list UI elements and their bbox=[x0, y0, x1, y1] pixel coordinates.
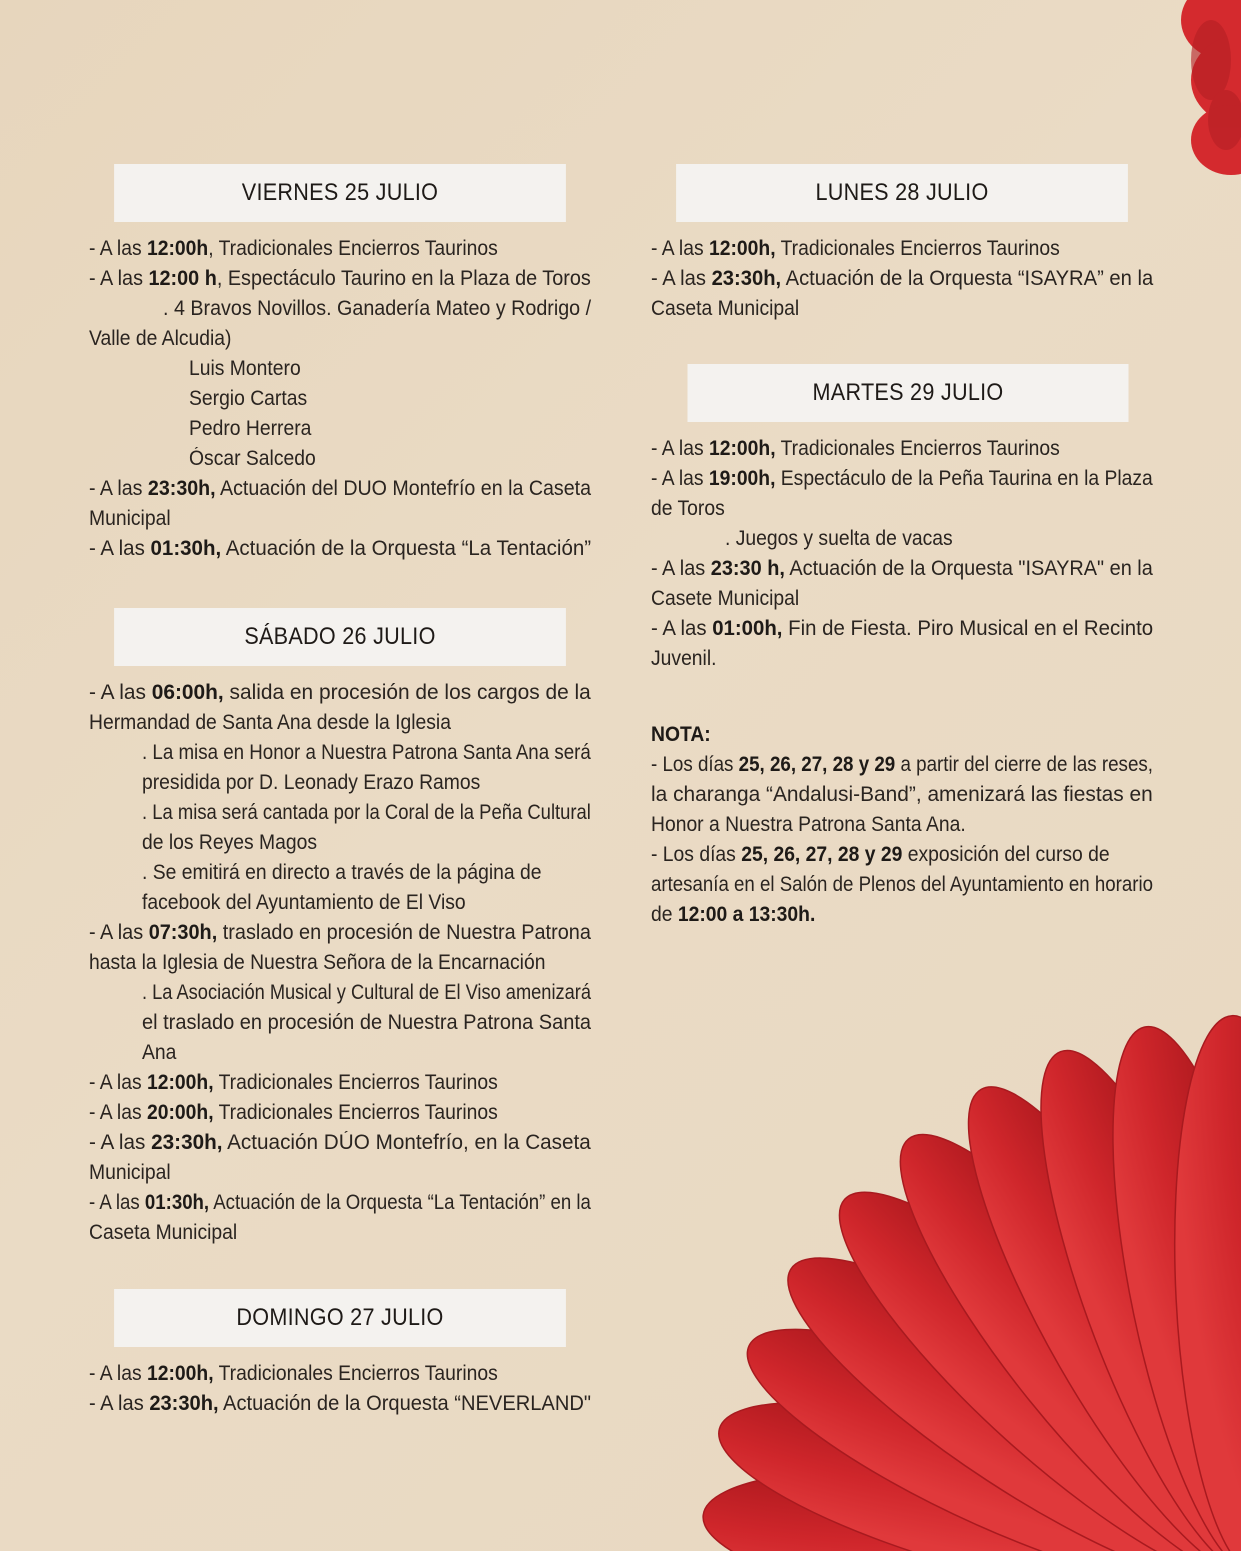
event-time: 12:00h, bbox=[708, 437, 776, 460]
event-line bbox=[89, 264, 591, 294]
event-detail-text: la charanga “Andalusi-Band”, amenizará las fiestas en bbox=[651, 783, 1153, 806]
event-detail-line bbox=[89, 444, 591, 474]
flower-petal bbox=[720, 1282, 1241, 1551]
event-detail-line bbox=[89, 294, 591, 324]
flower-petal bbox=[920, 1055, 1241, 1551]
schedule-left-column bbox=[89, 164, 591, 1419]
event-detail-line bbox=[89, 708, 591, 738]
event-time: 12:00 h bbox=[148, 267, 217, 290]
event-detail-line bbox=[651, 524, 1153, 554]
event-detail-line bbox=[651, 584, 1153, 614]
event-detail-text: Municipal bbox=[89, 1161, 171, 1184]
event-prefix: - A las bbox=[89, 1191, 145, 1214]
event-line bbox=[651, 434, 1153, 464]
event-detail-text: Valle de Alcudia) bbox=[89, 327, 232, 350]
event-description: Actuación de la Orquesta “La Tentación” bbox=[221, 537, 592, 560]
event-description: exposición del curso de bbox=[902, 843, 1110, 866]
event-detail-text: hasta la Iglesia de Nuestra Señora de la Encarnación bbox=[89, 951, 546, 974]
event-detail-line bbox=[89, 1038, 591, 1068]
event-prefix: - A las bbox=[89, 1071, 147, 1094]
event-line bbox=[89, 1098, 591, 1128]
event-time: 23:30h, bbox=[151, 1131, 223, 1154]
event-detail-text: . La misa será cantada por la Coral de la Peña Cultural bbox=[142, 801, 591, 824]
event-line bbox=[89, 1068, 591, 1098]
event-line bbox=[89, 534, 591, 564]
event-prefix: - A las bbox=[651, 467, 709, 490]
event-line bbox=[89, 1359, 591, 1389]
event-prefix: - A las bbox=[651, 237, 709, 260]
day-header: VIERNES 25 JULIO bbox=[114, 164, 566, 222]
flower-petal bbox=[753, 1210, 1241, 1551]
event-line bbox=[89, 474, 591, 504]
event-line bbox=[89, 1128, 591, 1158]
event-detail-text: . La misa en Honor a Nuestra Patrona Santa Ana será bbox=[142, 741, 591, 764]
event-detail-text: Sergio Cartas bbox=[189, 387, 308, 410]
event-detail-line bbox=[89, 354, 591, 384]
day-header: SÁBADO 26 JULIO bbox=[114, 608, 566, 666]
event-time: 06:00h, bbox=[151, 681, 224, 704]
event-detail-text: Pedro Herrera bbox=[189, 417, 312, 440]
day-header: MARTES 29 JULIO bbox=[688, 364, 1129, 422]
event-time: 23:30h, bbox=[147, 477, 216, 500]
event-detail-text: Luis Montero bbox=[189, 357, 301, 380]
event-detail-line bbox=[89, 1008, 591, 1038]
event-detail-line bbox=[89, 888, 591, 918]
event-time: 23:30h, bbox=[149, 1392, 219, 1415]
event-prefix: - A las bbox=[89, 267, 149, 290]
event-prefix: - A las bbox=[651, 267, 712, 290]
event-line bbox=[651, 750, 1153, 780]
event-detail-text: Caseta Municipal bbox=[89, 1221, 238, 1244]
event-detail-text: Hermandad de Santa Ana desde la Iglesia bbox=[89, 711, 451, 734]
event-list bbox=[651, 434, 1153, 674]
event-detail-text: . Se emitirá en directo a través de la página de bbox=[142, 861, 542, 884]
event-detail-line bbox=[89, 858, 591, 888]
flower-petal bbox=[798, 1147, 1241, 1551]
event-detail-line bbox=[89, 1158, 591, 1188]
event-description: Actuación del DUO Montefrío en la Caseta bbox=[215, 477, 592, 500]
event-line bbox=[89, 1389, 591, 1419]
event-time: 23:30h, bbox=[711, 267, 782, 290]
event-description: salida en procesión de los cargos de la bbox=[223, 681, 591, 704]
day-header: DOMINGO 27 JULIO bbox=[114, 1289, 566, 1347]
event-detail-line bbox=[89, 738, 591, 768]
event-detail-text: Caseta Municipal bbox=[651, 297, 800, 320]
event-description: Actuación DÚO Montefrío, en la Caseta bbox=[222, 1131, 591, 1154]
event-time: 19:00h, bbox=[708, 467, 776, 490]
event-detail-text: facebook del Ayuntamiento de El Viso bbox=[142, 891, 466, 914]
event-line bbox=[89, 918, 591, 948]
schedule-right-column bbox=[651, 164, 1153, 930]
event-detail-line bbox=[651, 294, 1153, 324]
event-description: a partir del cierre de las reses, bbox=[895, 753, 1153, 776]
event-detail-text: . Juegos y suelta de vacas bbox=[725, 527, 953, 550]
event-detail-line bbox=[89, 504, 591, 534]
event-detail-text: . La Asociación Musical y Cultural de El Viso amenizará bbox=[142, 981, 592, 1004]
event-detail-line bbox=[89, 768, 591, 798]
note-title-text: NOTA: bbox=[651, 723, 711, 746]
event-detail-line bbox=[651, 810, 1153, 840]
event-line bbox=[89, 1188, 591, 1218]
event-detail-text: Municipal bbox=[89, 507, 171, 530]
event-time: 23:30 h, bbox=[710, 557, 785, 580]
flower-petal bbox=[696, 1446, 1241, 1551]
event-prefix: - Los días bbox=[651, 843, 742, 866]
event-time: 07:30h, bbox=[148, 921, 218, 944]
event-detail-text: . 4 Bravos Novillos. Ganadería Mateo y Rodrigo / bbox=[163, 297, 592, 320]
event-line bbox=[651, 234, 1153, 264]
event-detail-text: de Toros bbox=[651, 497, 725, 520]
day-section bbox=[89, 1289, 591, 1419]
event-prefix: - A las bbox=[651, 617, 713, 640]
event-detail-line bbox=[89, 978, 591, 1008]
event-prefix: - A las bbox=[89, 537, 151, 560]
event-detail-line bbox=[89, 948, 591, 978]
event-line bbox=[89, 678, 591, 708]
event-description: Actuación de la Orquesta “La Tentación” en la bbox=[209, 1191, 591, 1214]
event-description: Tradicionales Encierros Taurinos bbox=[213, 1071, 498, 1094]
event-detail-text: Juvenil. bbox=[651, 647, 717, 670]
flower-petal bbox=[1162, 1012, 1241, 1551]
event-time: 12:00h, bbox=[708, 237, 776, 260]
event-prefix: - Los días bbox=[651, 753, 739, 776]
event-description: Espectáculo de la Peña Taurina en la Plaza bbox=[775, 467, 1153, 490]
event-prefix: - A las bbox=[89, 237, 147, 260]
day-section bbox=[89, 164, 591, 564]
flower-petal bbox=[1076, 1013, 1241, 1551]
day-section bbox=[651, 364, 1153, 674]
event-list bbox=[89, 234, 591, 564]
event-detail-line bbox=[651, 780, 1153, 810]
event-time: 25, 26, 27, 28 y 29 bbox=[741, 843, 903, 866]
event-detail-line bbox=[89, 384, 591, 414]
event-prefix: - A las bbox=[89, 681, 152, 704]
event-prefix: - A las bbox=[89, 921, 149, 944]
event-description: , Tradicionales Encierros Taurinos bbox=[208, 237, 498, 260]
event-description: Tradicionales Encierros Taurinos bbox=[213, 1362, 498, 1385]
event-time: 12:00h bbox=[146, 237, 209, 260]
event-detail-text: artesanía en el Salón de Plenos del Ayuntamiento en horario bbox=[651, 873, 1154, 896]
event-detail-line bbox=[89, 828, 591, 858]
flower-petal bbox=[701, 1361, 1241, 1551]
event-line bbox=[651, 464, 1153, 494]
flower-petal bbox=[697, 1505, 1241, 1551]
event-time: 25, 26, 27, 28 y 29 bbox=[738, 753, 896, 776]
event-description: traslado en procesión de Nuestra Patrona bbox=[217, 921, 591, 944]
day-section bbox=[651, 164, 1153, 324]
event-prefix: - A las bbox=[89, 477, 148, 500]
event-line bbox=[651, 264, 1153, 294]
event-detail-line bbox=[651, 494, 1153, 524]
event-line bbox=[651, 900, 1153, 930]
event-list bbox=[651, 234, 1153, 324]
event-detail-line bbox=[89, 414, 591, 444]
event-detail-line bbox=[651, 644, 1153, 674]
event-detail-text: presidida por D. Leonady Erazo Ramos bbox=[142, 771, 481, 794]
day-section bbox=[89, 608, 591, 1248]
event-description: Tradicionales Encierros Taurinos bbox=[775, 237, 1060, 260]
event-time: 12:00 a 13:30h. bbox=[677, 903, 816, 926]
event-detail-text: Óscar Salcedo bbox=[189, 447, 316, 470]
paper-flower-bottom-right bbox=[560, 975, 1241, 1551]
paper-flower-top-right bbox=[1131, 0, 1241, 190]
event-prefix: - A las bbox=[89, 1362, 147, 1385]
event-detail-line bbox=[89, 1218, 591, 1248]
event-line bbox=[651, 554, 1153, 584]
flower-petal bbox=[854, 1095, 1241, 1551]
event-time: 01:00h, bbox=[712, 617, 783, 640]
note-title bbox=[651, 720, 1153, 750]
event-detail-text: Ana bbox=[142, 1041, 177, 1064]
event-detail-text: Honor a Nuestra Patrona Santa Ana. bbox=[651, 813, 966, 836]
event-prefix: - A las bbox=[89, 1131, 152, 1154]
event-line bbox=[651, 840, 1153, 870]
event-list bbox=[89, 1359, 591, 1419]
event-prefix: - A las bbox=[89, 1392, 150, 1415]
event-time: 20:00h, bbox=[146, 1101, 214, 1124]
event-detail-text: Casete Municipal bbox=[651, 587, 800, 610]
event-description: Tradicionales Encierros Taurinos bbox=[213, 1101, 498, 1124]
day-header: LUNES 28 JULIO bbox=[676, 164, 1128, 222]
event-detail-line bbox=[89, 324, 591, 354]
note-section bbox=[651, 720, 1153, 930]
event-description: Fin de Fiesta. Piro Musical en el Recinto bbox=[782, 617, 1154, 640]
event-prefix: de bbox=[651, 903, 678, 926]
event-detail-text: de los Reyes Magos bbox=[142, 831, 318, 854]
flower-petal bbox=[995, 1027, 1241, 1551]
event-description: Actuación de la Orquesta “ISAYRA” en la bbox=[781, 267, 1154, 290]
event-time: 01:30h, bbox=[144, 1191, 210, 1214]
event-prefix: - A las bbox=[651, 437, 709, 460]
event-detail-line bbox=[651, 870, 1153, 900]
event-description: Tradicionales Encierros Taurinos bbox=[775, 437, 1060, 460]
event-line bbox=[89, 234, 591, 264]
event-line bbox=[651, 614, 1153, 644]
event-time: 01:30h, bbox=[150, 537, 222, 560]
event-prefix: - A las bbox=[651, 557, 711, 580]
event-description: Actuación de la Orquesta “NEVERLAND" bbox=[218, 1392, 591, 1415]
event-description: , Espectáculo Taurino en la Plaza de Toros bbox=[216, 267, 591, 290]
event-detail-text: el traslado en procesión de Nuestra Patrona Santa bbox=[142, 1011, 592, 1034]
event-time: 12:00h, bbox=[146, 1362, 214, 1385]
event-time: 12:00h, bbox=[146, 1071, 214, 1094]
event-prefix: - A las bbox=[89, 1101, 147, 1124]
event-description: Actuación de la Orquesta "ISAYRA" en la bbox=[784, 557, 1153, 580]
event-list bbox=[89, 678, 591, 1248]
event-detail-line bbox=[89, 798, 591, 828]
